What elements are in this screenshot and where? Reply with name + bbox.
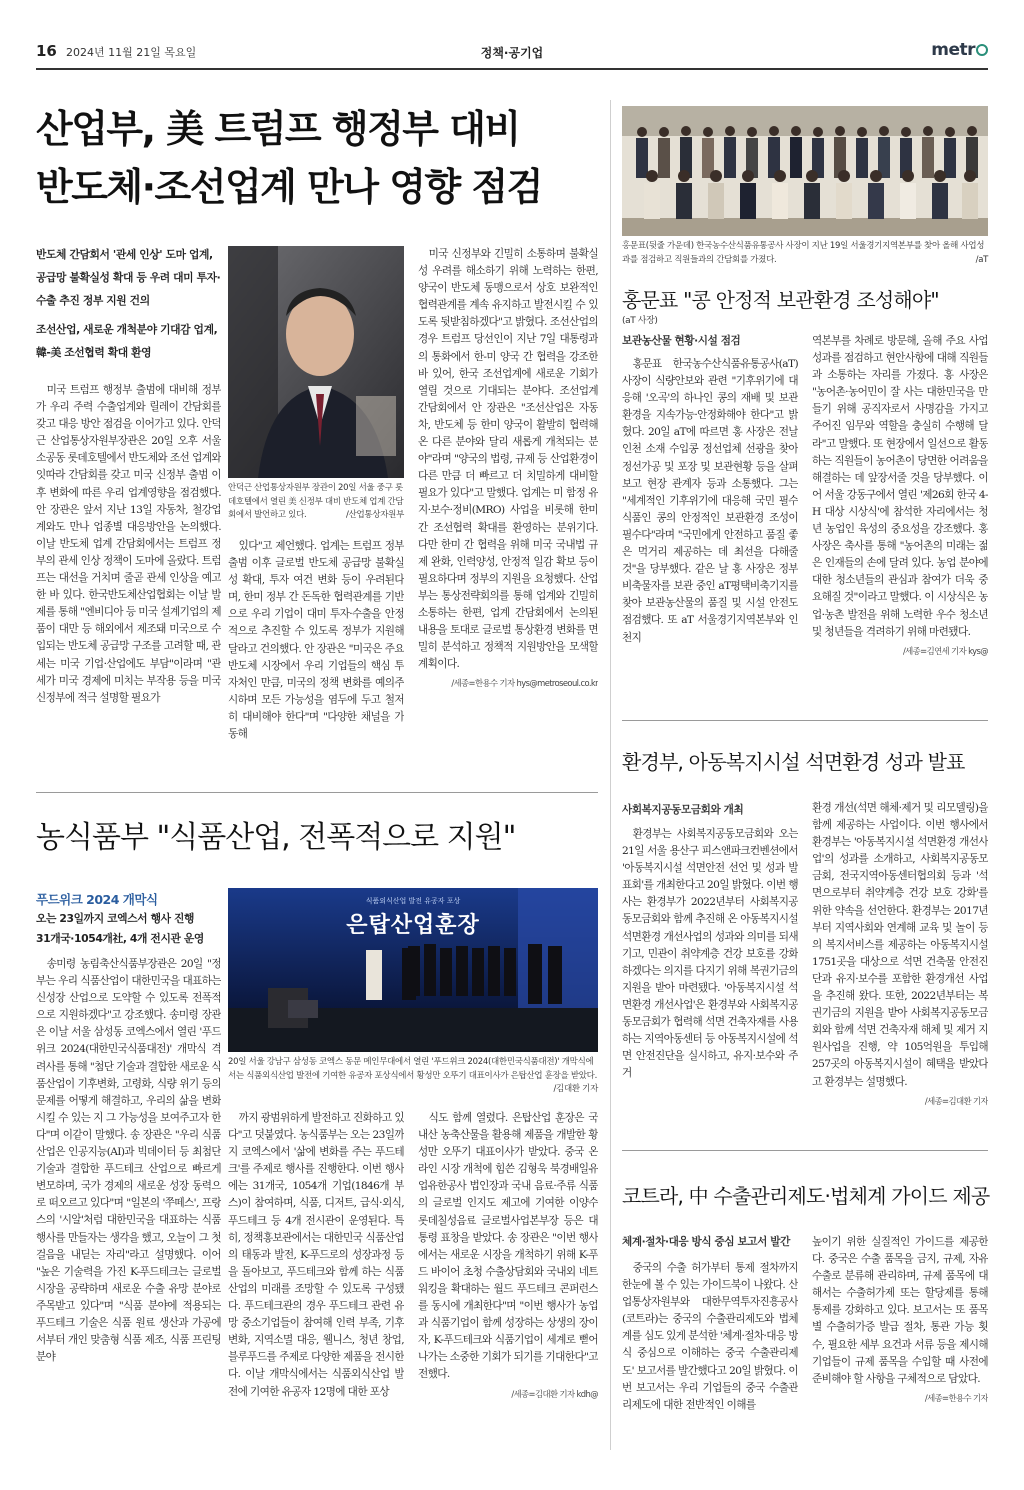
article1-headline-line2: 반도체·조선업계 만나 영향 점검 <box>36 165 542 209</box>
article2-col3-text: 식도 함께 열렸다. 은탑산업 훈장은 국내산 농축산물을 활용해 제품을 개발한 황성만 오뚜기 대표이사가 받았다. 중국 온라인 시장 개척에 힘쓴 김형욱 북경배일유업유한공사 법인장과 국내 음료·주류 식품의 글로벌 인지도 제고에 기여한 이양수 롯데칠성음료 글로벌사업본부장 등은 대통령 표창을 받았다. 송 장관은 "이번 행사에서는 새로운 시장을 개척하기 위해 K-푸드 바이어 초청 수출상담회와 국내외 네트워킹을 확대하는 월드 푸드테크 콘퍼런스를 동시에 개최한다"며 "이번 행사가 농업과 식품기업이 함께 성장하는 상생의 장이자, K-푸드테크와 식품기업이 세계로 뻗어나가는 소중한 기회가 되기를 기대한다"고 전했다. <box>418 1112 598 1381</box>
article3-col1 <box>622 356 798 700</box>
article1-col2 <box>228 538 404 774</box>
article1-col3 <box>418 246 598 774</box>
article5-col1 <box>622 1260 798 1444</box>
article5-subhead: 체계·절차·대응 방식 중심 보고서 발간 <box>622 1236 790 1248</box>
article3-bottom-rule <box>622 720 988 721</box>
metro-logo <box>931 40 988 60</box>
article3-caption-text: 홍문표(뒷줄 가운데) 한국농수산식품유통공사 사장이 지난 19일 서울경기지역본부를 찾아 올해 사업성과를 점검하고 직원들과의 간담회를 가졌다. <box>622 241 985 265</box>
article1-byline: /세종=한용수 기자 hys@metroseoul.co.kr <box>451 678 598 689</box>
article4-headline: 환경부, 아동복지시설 석면환경 성과 발표 <box>622 750 965 774</box>
article4-byline: /세종=김대환 기자 <box>924 1095 988 1106</box>
group-photo-icon <box>622 106 988 236</box>
article1-headline-line1: 산업부, 美 트럼프 행정부 대비 <box>36 107 520 151</box>
article4-col2 <box>812 800 988 1136</box>
article3-col2 <box>812 333 988 700</box>
article5-headline: 코트라, 中 수출관리제도·법체계 가이드 제공 <box>622 1184 990 1208</box>
article2-col1 <box>36 956 221 1444</box>
article2-col1-text: 송미령 농림축산식품부장관은 20일 "정부는 우리 식품산업이 대한민국을 대표하는 신성장 산업으로 도약할 수 있도록 전폭적으로 지원하겠다"고 강조했다. 송미령 장관은 이날 서울 삼성동 코엑스에서 열린 '푸드위크 2024(대한민국식품대전)' 개막식 격려사를 통해 "첨단 기술과 결합한 새로운 식품산업이 기후변화, 고령화, 식량 위기 등의 문제를 어떻게 해결하고, 우리의 삶을 변화시킬 수 있는 지 그 가능성을 보여주고자 한다"며 이같이 말했다. 송 장관은 "우리 식품산업은 인공지능(AI)과 빅데이터 등 최첨단 기술과 결합한 푸드테크 산업으로 빠르게 변모하며, 국가 경제의 새로운 성장 동력으로 떠오르고 있다"며 "일본의 '쭈떼스', 프랑스의 '시알'처럼 대한민국을 대표하는 식품 행사를 만들자는 생각을 했고, 오늘이 그 첫걸음을 내딛는 자리"라고 설명했다. 이어 "높은 기술력을 가진 K-푸드테크는 글로벌 시장을 공략하며 새로운 수출 유망 분야로 주목받고 있다"며 "식품 분야에 적용되는 푸드테크 기술은 식품 원료 생산과 가공에서부터 개인 맞춤형 식품 제조, 식품 프린팅 분야 <box>36 958 221 1364</box>
article5-col2-text: 높이기 위한 실질적인 가이드를 제공한다. 중국은 수출 품목을 금지, 규제, 자유수출로 분류해 관리하며, 규제 품목에 대해서는 수출허가제 또는 할당제를 통해 통제를 강화하고 있다. 보고서는 또 품목별 수출허가증 발급 절차, 통관 가능 횟수, 필요한 세부 요건과 서류 등을 제시해 기업들이 규제 품목을 수입할 때 사전에 준비해야 할 사항을 구체적으로 담았다. <box>812 1236 988 1385</box>
article3-col1-text: 홍문표 한국농수산식품유통공사(aT) 사장이 식량안보와 관련 "기후위기에 대응해 '오곡'의 하나인 콩의 재배 및 보관 환경을 지속가능·안정화해야 한다"고 밝혔다. 20일 aT에 따르면 홍 사장은 전날 인천 소재 수입콩 정선업체 선광을 찾아 정선가공 및 포장 및 보관현황 등을 살펴보고 현장 관계자 등과 소통했다. 그는 "세계적인 기후위기에 대응해 국민 필수식품인 콩의 안정적인 보관환경 조성이 필수다"라며 "국민에게 안전하고 품질 좋은 먹거리 제공하는 데 최선을 다해줄 것"을 당부했다. 같은 날 홍 사장은 정부 비축물자를 보관 중인 aT평택비축기지를 찾아 보관농산물의 품질 및 시설 안전도 점검했다. 또 aT 서울경기지역본부와 인천지 <box>622 358 798 644</box>
article5-byline: /세종=한용수 기자 <box>924 1392 988 1403</box>
issue-date: 2024년 11월 21일 목요일 <box>66 46 197 59</box>
article5-col2 <box>812 1234 988 1444</box>
article2-subheads <box>36 909 226 949</box>
article4-col1 <box>622 826 798 1136</box>
article2-photo-caption <box>228 1056 598 1097</box>
article5-col1-text: 중국의 수출 허가부터 통제 절차까지 한눈에 볼 수 있는 가이드북이 나왔다. 산업통상자원부와 대한무역투자진흥공사(코트라)는 중국의 수출관리제도와 법체계를 심도 있게 분석한 '체계·절차·대응 방식 중심으로 이해하는 중국 수출관리제도' 보고서를 발간했다고 20일 밝혔다. 이번 보고서는 우리 기업들의 중국 수출관리제도에 대한 전반적인 이해를 <box>622 1262 798 1411</box>
article2-headline: 농식품부 "식품산업, 전폭적으로 지원" <box>36 820 516 855</box>
article3-photo-credit: /aT <box>975 254 988 265</box>
column-divider <box>610 100 611 1450</box>
article1-photo-caption <box>228 482 404 523</box>
page-number: 16 <box>36 42 57 60</box>
article1-col3-text: 미국 신정부와 긴밀히 소통하며 불확실성 우려를 해소하기 위해 노력하는 한편, 양국이 반도체 동맹으로서 상호 보완적인 협력관계를 계속 유지하고 발전시킬 수 있도록 뒷받침하겠다"고 밝혔다. 조선산업의 경우 트럼프 당선인이 지난 7일 대통령과의 통화에서 한-미 양국 간 협력을 강조한 바 있어, 한국 조선업계에 새로운 기회가 열릴 것으로 기대되는 분야다. 조선업계 간담회에서 안 장관은 "조선산업은 자동차, 반도체 등 한미 양국이 활발히 협력해 온 다른 분야와 달리 새롭게 개척되는 분야"라며 "양국의 법령, 규제 등 산업환경이 다른 만큼 더 빠르고 더 치밀하게 대비할 필요가 있다"고 말했다. 업계는 미 함정 유지·보수·정비(MRO) 사업을 비롯해 한미 간 조선협력 확대를 환영하는 분위기다. 다만 한미 간 협력을 위해 미국 국내법 규제 완화, 인력양성, 안정적 일감 확보 등이 필요하다며 정부의 지원을 요청했다. 산업부는 통상전략회의를 통해 업계와 긴밀히 소통하는 한편, 업계 간담회에서 논의된 내용을 토대로 글로벌 통상환경 변화를 면밀히 분석하고 정책적 지원방안을 모색할 계획이다. <box>418 248 598 671</box>
page-header <box>36 40 988 68</box>
article2-banner: 은탑산업훈장 <box>346 913 480 938</box>
article1-subhead2: 조선산업, 새로운 개척분야 기대감 업계, 韓-美 조선협력 확대 환영 <box>36 323 218 359</box>
article1-headline <box>36 100 606 216</box>
article1-bottom-rule <box>36 792 598 793</box>
article3-photo-caption <box>622 240 988 267</box>
section-name: 정책·공기업 <box>480 46 544 60</box>
minister-portrait-icon <box>228 246 404 478</box>
logo-o-icon <box>976 44 988 56</box>
article3-title-note: (aT 사장) <box>622 316 658 326</box>
article2-byline: /세종=김대환 기자 kdh@ <box>511 1388 598 1399</box>
logo-text: metr <box>931 40 975 60</box>
article3-byline: /세종=김연세 기자 kys@ <box>902 645 988 656</box>
article1-caption-text: 안덕근 산업통상자원부 장관이 20일 서울 중구 롯데호텔에서 열린 美 신정부 대비 반도체 업계 간담회에서 발언하고 있다. <box>228 483 404 520</box>
article1-photo <box>228 246 404 478</box>
article2-subhead-line2: 31개국·1054개社, 4개 전시관 운영 <box>36 932 204 945</box>
article3-subhead: 보관농산물 현황·시설 점검 <box>622 335 741 347</box>
article2-col3 <box>418 1110 598 1444</box>
article1-subheads <box>36 243 221 364</box>
article4-subhead: 사회복지공동모금회와 개최 <box>622 804 744 816</box>
article2-col2-text: 까지 광범위하게 발전하고 진화하고 있다"고 덧붙였다. 농식품부는 오는 23일까지 코엑스에서 '삶에 변화를 주는 푸드테크'를 주제로 행사를 진행한다. 이번 행사에는 31개국, 1054개 기업(1846개 부스)이 참여하며, 식품, 디저트, 급식·외식, 푸드테크 등 4개 전시관이 운영된다. 특히, 정책홍보관에서는 대한민국 식품산업의 태동과 발전, K-푸드로의 성장과정 등을 돌아보고, 푸드테크와 함께 하는 식품산업의 미래를 조망할 수 있도록 구성됐다. 푸드테크관의 경우 푸드테크 관련 유망 중소기업들이 참여해 인력 부족, 기후변화, 지역소멸 대응, 웰니스, 청년 창업, 블루푸드를 주제로 다양한 제품을 전시한다. 이날 개막식에서는 식품외식산업 발전에 기여한 유공자 12명에 대한 포상 <box>228 1112 404 1398</box>
article2-subhead-line1: 오는 23일까지 코엑스서 행사 진행 <box>36 912 195 925</box>
article4-col2-text: 환경 개선(석면 해체·제거 및 리모델링)을 함께 제공하는 사업이다. 이번 행사에서 환경부는 '아동복지시설 석면환경 개선사업'의 성과를 소개하고, 사회복지공동모금회, 전국지역아동센터협의회 등과 '석면으로부터 취약계층 건강 보호 강화'를 위한 약속을 선언한다. 환경부는 2017년부터 지역사회와 연계해 교육 및 놀이 등의 복지서비스를 제공하는 아동복지시설 1751곳을 대상으로 석면 건축물 안전진단과 유지·보수를 포함한 환경개선 사업을 추진해 왔다. 또한, 2022년부터는 복권기금의 지원을 받아 사회복지공동모금회와 함께 석면 건축자재 해체 및 제거 지원사업을 진행, 약 105억원을 투입해 257곳의 아동복지시설이 혜택을 받았다고 환경부는 설명했다. <box>812 802 988 1088</box>
article3-headline: 홍문표 "콩 안정적 보관환경 조성해야" <box>622 288 939 312</box>
article2-kicker: 푸드위크 2024 개막식 <box>36 892 158 907</box>
article1-col1-text: 미국 트럼프 행정부 출범에 대비해 정부가 우리 주력 수출업계와 릴레이 간담회를 갖고 대응 방안 점검을 이어가고 있다. 안덕근 산업통상자원부장관은 20일 오후 서울 소공동 롯데호텔에서 반도체와 조선 업계와 잇따라 간담회를 갖고 미국 신정부 출범 이후 변화에 따른 우리 업계영향을 점검했다. 안 장관은 앞서 지난 13일 자동차, 철강업계와도 만나 업종별 대응방안을 논의했다. 이날 반도체 업계 간담회에서는 트럼프 정부의 관세 인상 정책이 도마에 올랐다. 트럼프는 대선을 거치며 줄곧 관세 인상을 예고한 바 있다. 한국반도체산업협회는 이날 발제를 통해 "엔비디아 등 미국 설계기업의 제품이 대만 등 해외에서 제조돼 미국으로 수입되는 반도체 공급망 구조를 고려할 때, 관세는 미국 기업·산업에도 부담"이라며 "관세가 미국 경제에 미치는 부작용 등을 미국 신정부에 적극 설명할 필요가 <box>36 384 221 704</box>
article4-col1-text: 환경부는 사회복지공동모금회와 오는 21일 서울 용산구 피스앤파크컨벤션에서 '아동복지시설 석면안전 선언 및 성과 발표회'를 개최한다고 20일 밝혔다. 이번 행사는 환경부가 2022년부터 사회복지공동모금회와 함께 추진해 온 아동복지시설 석면환경 개선사업의 성과와 의미를 되새기고, 민관이 취약계층 건강 보호를 강화하겠다는 의지를 다지기 위해 복권기금의 지원을 받아 마련됐다. '아동복지시설 석면환경 개선사업'은 환경부와 사회복지공동모금회가 협력해 석면 건축자재를 사용하는 지역아동센터 등 아동복지시설에 석면 안전진단을 실시하고, 유지·보수와 주거 <box>622 828 798 1080</box>
article3-col2-text: 역본부를 차례로 방문해, 올해 주요 사업성과를 점검하고 현안사항에 대해 직원들과 소통하는 자리를 가졌다. 홍 사장은 "농어촌·농어민이 잘 사는 대한민국을 만들기 위해 공직자로서 사명감을 가지고 주어진 임무와 역할을 충실히 수행해 달라"고 말했다. 또 현장에서 일선으로 활동하는 직원들이 농어촌이 당면한 어려움을 해결하는 데 앞장서줄 것을 당부했다. 이어 서울 강동구에서 열린 '제26회 한국 4-H 대상 시상식'에 참석한 자리에서는 청년 농업인 육성의 중요성을 강조했다. 홍 사장은 축사를 통해 "농어촌의 미래는 젊은 인재들의 손에 달려 있다. 농업 분야에 대한 청소년들의 관심과 참여가 더욱 중요해질 것"이라고 말했다. 이 시상식은 농업·농촌 발전을 위해 노력한 우수 청소년 및 청년들을 격려하기 위해 마련됐다. <box>812 335 988 638</box>
article4-bottom-rule <box>622 1150 988 1151</box>
article3-photo <box>622 106 988 236</box>
article2-col2 <box>228 1110 404 1444</box>
article2-photo <box>228 888 598 1052</box>
article2-caption-text: 20일 서울 강남구 삼성동 코엑스 동문 메인무대에서 열린 '푸드위크 2024(대한민국식품대전)' 개막식에서는 식품외식산업 발전에 기여한 유공자 포상식에서 황성만 오뚜기 대표이사가 은탑산업 훈장을 받았다. <box>228 1057 598 1081</box>
article1-col1 <box>36 382 221 774</box>
article1-photo-credit: /산업통상자원부 <box>346 510 404 520</box>
article1-col2-text: 있다"고 제언했다. 업계는 트럼프 정부 출범 이후 글로벌 반도체 공급망 불확실성 확대, 투자 여건 변화 등이 우려된다며, 한미 정부 간 돈독한 협력관계를 기반으로 우리 기업이 대미 투자·수출을 안정적으로 추진할 수 있도록 정부가 지원해달라고 건의했다. 안 장관은 "미국은 주요 반도체 시장에서 우리 기업들의 핵심 투자처인 만큼, 미국의 정책 변화를 예의주시하며 모든 가능성을 염두에 두고 철저히 대비해야 한다"며 "다양한 채널을 가동해 <box>228 540 404 741</box>
article1-subhead: 반도체 간담회서 '관세 인상' 도마 업계, 공급망 불확실성 확대 등 우려 대미 투자·수출 추진 정부 지원 건의 <box>36 248 221 307</box>
article2-banner-small: 식품외식산업 발전 유공자 포상 <box>365 897 461 905</box>
article2-photo-credit: /김대환 기자 <box>553 1084 598 1094</box>
header-rule <box>36 68 988 70</box>
